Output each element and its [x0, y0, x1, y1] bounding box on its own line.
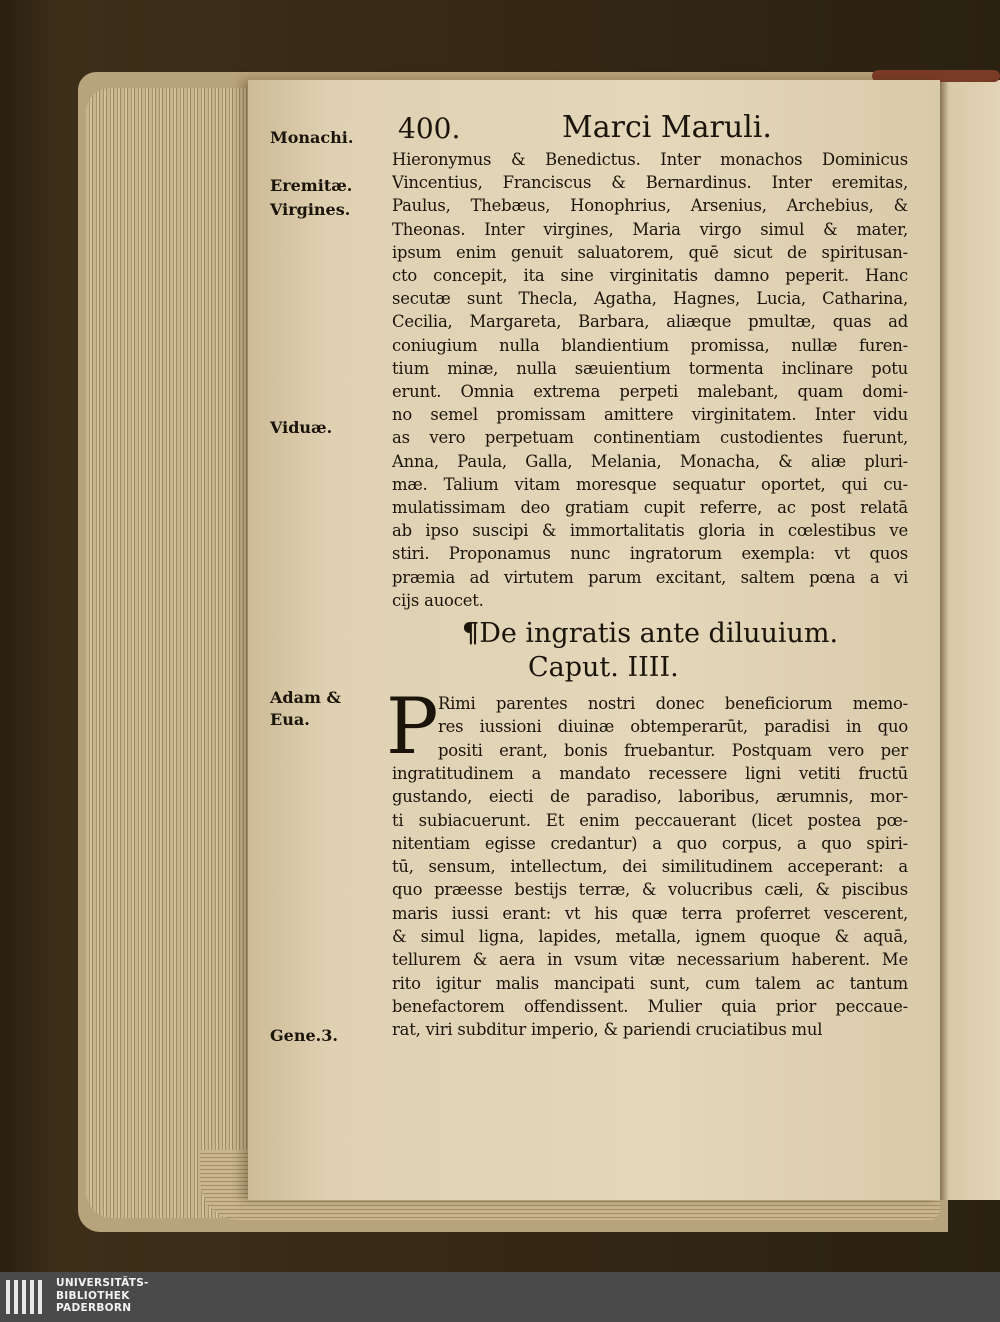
body-line: maris iussi erant: vt his quæ terra proferret vescerent,: [392, 903, 908, 923]
body-line: cijs auocet.: [392, 590, 484, 610]
margin-note: Eremitæ.: [270, 176, 353, 195]
body-line: rito igitur malis mancipati sunt, cum talem ac tantum: [392, 973, 908, 993]
body-line: gustando, eiecti de paradiso, laboribus, ærumnis, mor-: [392, 787, 908, 807]
body-line: Theonas. Inter virgines, Maria virgo simul & mater,: [392, 219, 908, 239]
body-line: benefactorem offendissent. Mulier quia prior peccaue-: [392, 996, 908, 1016]
body-line: & simul ligna, lapides, metalla, ignem quoque & aquā,: [392, 927, 908, 946]
chapter-number: Caput. IIII.: [528, 652, 679, 683]
margin-note: Gene.3.: [270, 1026, 338, 1045]
library-line-1: UNIVERSITÄTS-: [56, 1277, 149, 1289]
library-footer: [0, 1272, 1000, 1322]
pilcrow-mark: ¶: [462, 618, 480, 649]
body-line: res iussioni diuinæ obtemperarūt, paradisi in quo: [438, 717, 908, 737]
body-line: tellurem & aera in vsum vitæ necessarium haberent. Me: [392, 950, 908, 970]
body-line: ingratitudinem a mandato recessere ligni vetiti fructū: [392, 763, 908, 783]
body-line: coniugium nulla blandientium promissa, nullæ furen-: [392, 335, 908, 355]
body-line: ti subiacuerunt. Et enim peccauerant (licet postea pœ-: [392, 810, 908, 830]
body-line: as vero perpetuam continentiam custodientes fuerunt,: [392, 428, 908, 448]
library-name: [56, 1277, 149, 1315]
body-line: ab ipso suscipi & immortalitatis gloria in cœlestibus ve: [392, 521, 908, 541]
page-edges: [86, 88, 256, 1218]
library-line-2: BIBLIOTHEK: [56, 1289, 130, 1302]
body-line: Vincentius, Franciscus & Bernardinus. Inter eremitas,: [392, 173, 908, 193]
library-line-3: PADERBORN: [56, 1302, 132, 1314]
drop-cap: P: [386, 682, 439, 772]
body-line: Cecilia, Margareta, Barbara, aliæque pmultæ, quas ad: [392, 312, 908, 332]
body-line: ipsum enim genuit saluatorem, quē sicut de spiritusan-: [392, 242, 908, 262]
margin-note: Viduæ.: [270, 418, 333, 437]
body-line: nitentiam egisse credantur) a quo corpus, a quo spiri-: [392, 833, 908, 853]
body-line: mæ. Talium vitam moresque sequatur oportet, qui cu-: [392, 474, 908, 494]
body-line: mulatissimam deo gratiam cupit referre, ac post relatā: [392, 498, 908, 517]
body-line: tium minæ, nulla sæuientium tormenta inclinare potu: [392, 358, 908, 378]
margin-note: Adam &: [270, 688, 341, 707]
body-line: quo præesse bestijs terræ, & volucribus cæli, & piscibus: [392, 880, 908, 900]
university-bars-logo-icon: [6, 1280, 52, 1314]
body-line: positi erant, bonis fruebantur. Postquam vero per: [438, 740, 908, 760]
running-head: Marci Maruli.: [562, 110, 772, 145]
body-line: Anna, Paula, Galla, Melania, Monacha, & aliæ pluri-: [392, 451, 908, 471]
margin-note: Monachi.: [270, 128, 354, 147]
page-number: 400.: [398, 112, 461, 145]
body-line: Paulus, Thebæus, Honophrius, Arsenius, Archebius, &: [392, 196, 908, 216]
facing-page-edge: [938, 80, 1000, 1200]
body-line: præmia ad virtutem parum excitant, saltem pœna a vi: [392, 567, 908, 587]
margin-note: Eua.: [270, 710, 310, 729]
chapter-heading: [462, 618, 838, 649]
body-line: stiri. Proponamus nunc ingratorum exempla: vt quos: [392, 544, 908, 564]
chapter-heading-title: De ingratis ante diluuium.: [479, 618, 839, 649]
body-line: rat, viri subditur imperio, & pariendi cruciatibus mul: [392, 1020, 823, 1040]
body-line: Hieronymus & Benedictus. Inter monachos Dominicus: [392, 150, 908, 169]
body-line: tū, sensum, intellectum, dei similitudinem acceperant: a: [392, 857, 908, 877]
body-line: erunt. Omnia extrema perpeti malebant, quam domi-: [392, 382, 908, 401]
margin-note: Virgines.: [270, 200, 351, 219]
body-line: no semel promissam amittere virginitatem. Inter vidu: [392, 405, 908, 425]
body-line: secutæ sunt Thecla, Agatha, Hagnes, Lucia, Catharina,: [392, 289, 908, 309]
body-line: cto concepit, ita sine virginitatis damno peperit. Hanc: [392, 266, 908, 285]
body-line: Rimi parentes nostri donec beneficiorum memo-: [438, 694, 908, 713]
